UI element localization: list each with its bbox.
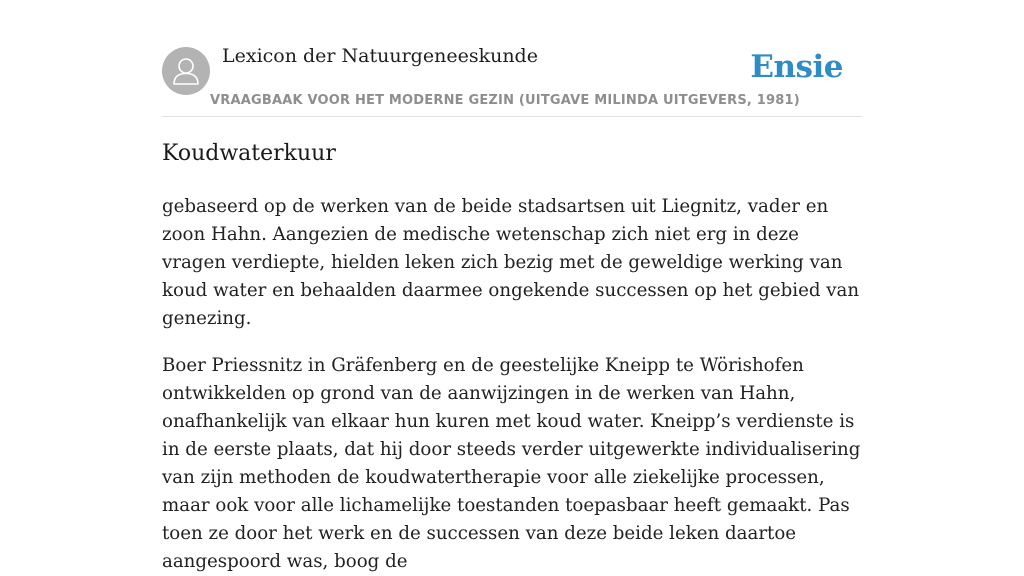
avatar[interactable] xyxy=(162,47,210,95)
lexicon-subtitle: VRAAGBAAK VOOR HET MODERNE GEZIN (UITGAVE MILINDA UITGEVERS, 1981) xyxy=(210,93,800,108)
article xyxy=(162,138,862,576)
user-silhouette-icon xyxy=(162,47,210,95)
article-paragraph: gebaseerd op de werken van de beide stadsartsen uit Liegnitz, vader en zoon Hahn. Aangezien de medische wetenschap zich niet erg in deze vragen verdiepte, hielden leken zich bezig met de geweldige werking van koud water en behaalden daarmee ongekende successen op het gebied van genezing. xyxy=(162,196,860,329)
lexicon-title[interactable]: Lexicon der Natuurgeneeskunde xyxy=(222,45,538,67)
header xyxy=(162,0,862,117)
brand-logo[interactable]: Ensie xyxy=(750,49,843,85)
article-paragraph: Boer Priessnitz in Gräfenberg en de geestelijke Kneipp te Wörishofen ontwikkelden op grond van de aanwijzingen in de werken van Hahn, onafhankelijk van elkaar hun kuren met koud water. Kneipp’s verdienste is in de eerste plaats, dat hij door steeds verder uitgewerkte individualisering van zijn methoden de koudwatertherapie voor alle ziekelijke processen, maar ook voor alle lichamelijke toestanden toepasbaar heeft gemaakt. Pas toen ze door het werk en de successen van deze beide leken daartoe aangespoord was, boog de xyxy=(162,355,861,572)
entry-title: Koudwaterkuur xyxy=(162,141,336,166)
